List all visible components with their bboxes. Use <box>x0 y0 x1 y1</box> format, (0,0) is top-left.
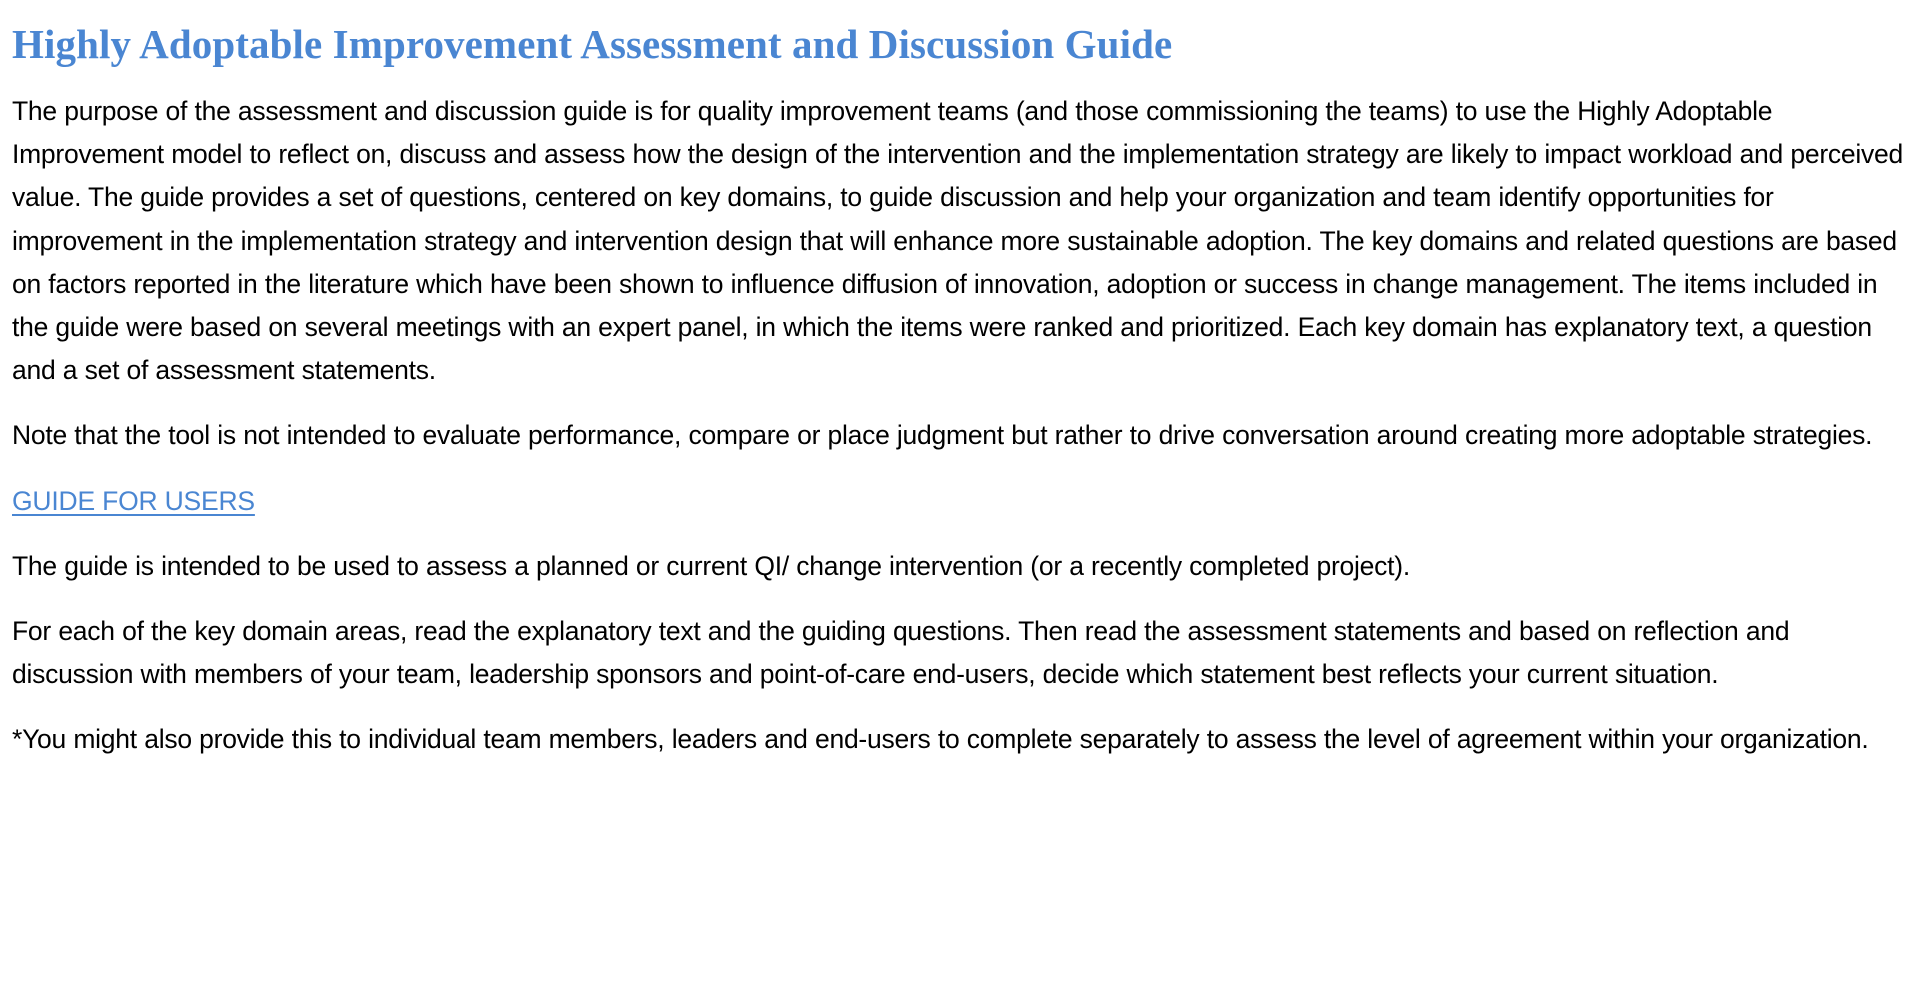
footnote-paragraph: *You might also provide this to individual team members, leaders and end-users to complete separately to assess the level of agreement within your organization. <box>12 724 1869 755</box>
usage-paragraph: The guide is intended to be used to assess a planned or current QI/ change intervention (or a recently completed project). <box>12 550 1410 581</box>
document-title: Highly Adoptable Improvement Assessment and Discussion Guide <box>12 21 1173 67</box>
instructions-paragraph: For each of the key domain areas, read the explanatory text and the guiding questions. Then read the assessment statements and based on reflection and discussion with members of your team, leadership sponsors and point-of-care end-users, decide which statement best reflects your current situation. <box>12 616 1790 690</box>
guide-for-users-link[interactable]: GUIDE FOR USERS <box>12 485 255 516</box>
intro-paragraph: The purpose of the assessment and discussion guide is for quality improvement teams (and those commissioning the teams) to use the Highly Adoptable Improvement model to reflect on, discuss and assess how the design of the intervention and the implementation strategy are likely to impact workload and perceived value. The guide provides a set of questions, centered on key domains, to guide discussion and help your organization and team identify opportunities for improvement in the implementation strategy and intervention design that will enhance more sustainable adoption. The key domains and related questions are based on factors reported in the literature which have been shown to influence diffusion of innovation, adoption or success in change management. The items included in the guide were based on several meetings with an expert panel, in which the items were ranked and prioritized. Each key domain has explanatory text, a question and a set of assessment statements. <box>12 96 1903 386</box>
note-paragraph: Note that the tool is not intended to evaluate performance, compare or place judgment but rather to drive conversation around creating more adoptable strategies. <box>12 420 1873 451</box>
guide-link-container <box>12 480 1908 545</box>
